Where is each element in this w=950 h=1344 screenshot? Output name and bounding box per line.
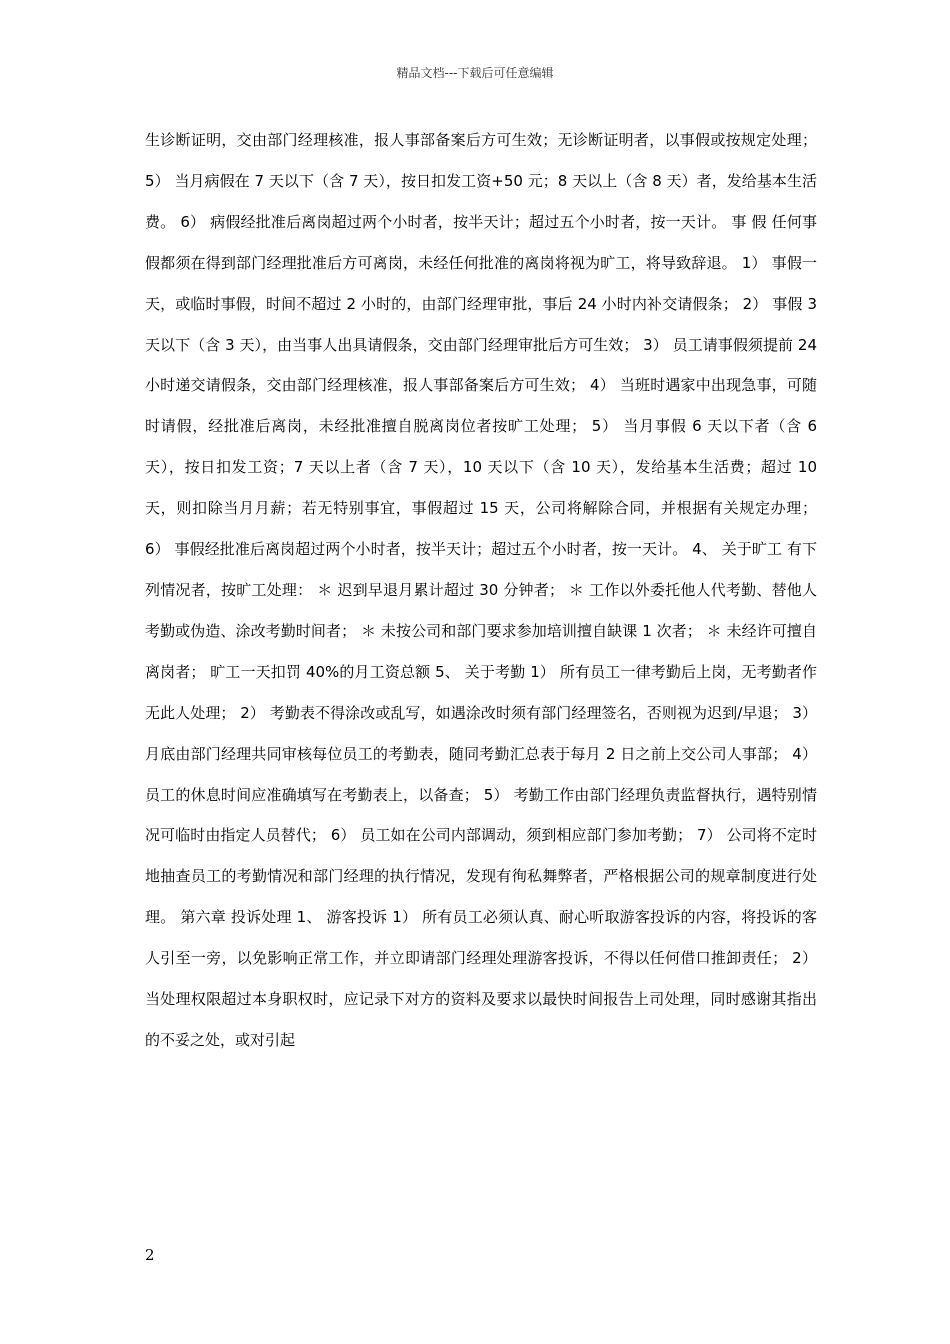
page-header: 精品文档---下载后可任意编辑 bbox=[396, 66, 554, 80]
page-number: 2 bbox=[145, 1246, 155, 1264]
body-text: 生诊断证明，交由部门经理核准，报人事部备案后方可生效；无诊断证明者，以事假或按规定处理； 5） 当月病假在 7 天以下（含 7 天），按日扣发工资+50 元；8 天以上（含 8 天）者，发给基本生活费。 6） 病假经批准后离岗超过两个小时者，按半天计；超过五个小时者，按一天计。 事 假 任何事假都须在得到部门经理批准后方可离岗，未经任何批准的离岗将视为旷工，将导致辞退。 1） 事假一天，或临时事假，时间不超过 2 小时的，由部门经理审批，事后 24 小时内补交请假条； 2） 事假 3 天以下（含 3 天），由当事人出具请假条，交由部门经理审批后方可生效； 3） 员工请事假须提前 24 小时递交请假条，交由部门经理核准，报人事部备案后方可生效； 4） 当班时遇家中出现急事，可随时请假，经批准后离岗，未经批准擅自脱离岗位者按旷工处理； 5） 当月事假 6 天以下者（含 6 天），按日扣发工资；7 天以上者（含 7 天），10 天以下（含 10 天），发给基本生活费；超过 10 天，则扣除当月月薪；若无特别事宜，事假超过 15 天，公司将解除合同，并根据有关规定办理； 6） 事假经批准后离岗超过两个小时者，按半天计；超过五个小时者，按一天计。 4、 关于旷工 有下列情况者，按旷工处理： ＊ 迟到早退月累计超过 30 分钟者； ＊ 工作以外委托他人代考勤、替他人考勤或伪造、涂改考勤时间者； ＊ 未按公司和部门要求参加培训擅自缺课 1 次者； ＊ 未经许可擅自离岗者； 旷工一天扣罚 40%的月工资总额 5、 关于考勤 1） 所有员工一律考勤后上岗，无考勤者作无此人处理； 2） 考勤表不得涂改或乱写，如遇涂改时须有部门经理签名，否则视为迟到/早退； 3） 月底由部门经理共同审核每位员工的考勤表，随同考勤汇总表于每月 2 日之前上交公司人事部； 4） 员工的休息时间应准确填写在考勤表上，以备查； 5） 考勤工作由部门经理负责监督执行，遇特别情况可临时由指定人员替代； 6） 员工如在公司内部调动，须到相应部门参加考勤； 7） 公司将不定时地抽查员工的考勤情况和部门经理的执行情况，发现有徇私舞弊者，严格根据公司的规章制度进行处理。 第六章 投诉处理 1、 游客投诉 1） 所有员工必须认真、耐心听取游客投诉的内容，将投诉的客人引至一旁，以免影响正常工作，并立即请部门经理处理游客投诉，不得以任何借口推卸责任； 2） 当处理权限超过本身职权时，应记录下对方的资料及要求以最快时间报告上司处理，同时感谢其指出的不妥之处，或对引起 bbox=[145, 131, 817, 1049]
